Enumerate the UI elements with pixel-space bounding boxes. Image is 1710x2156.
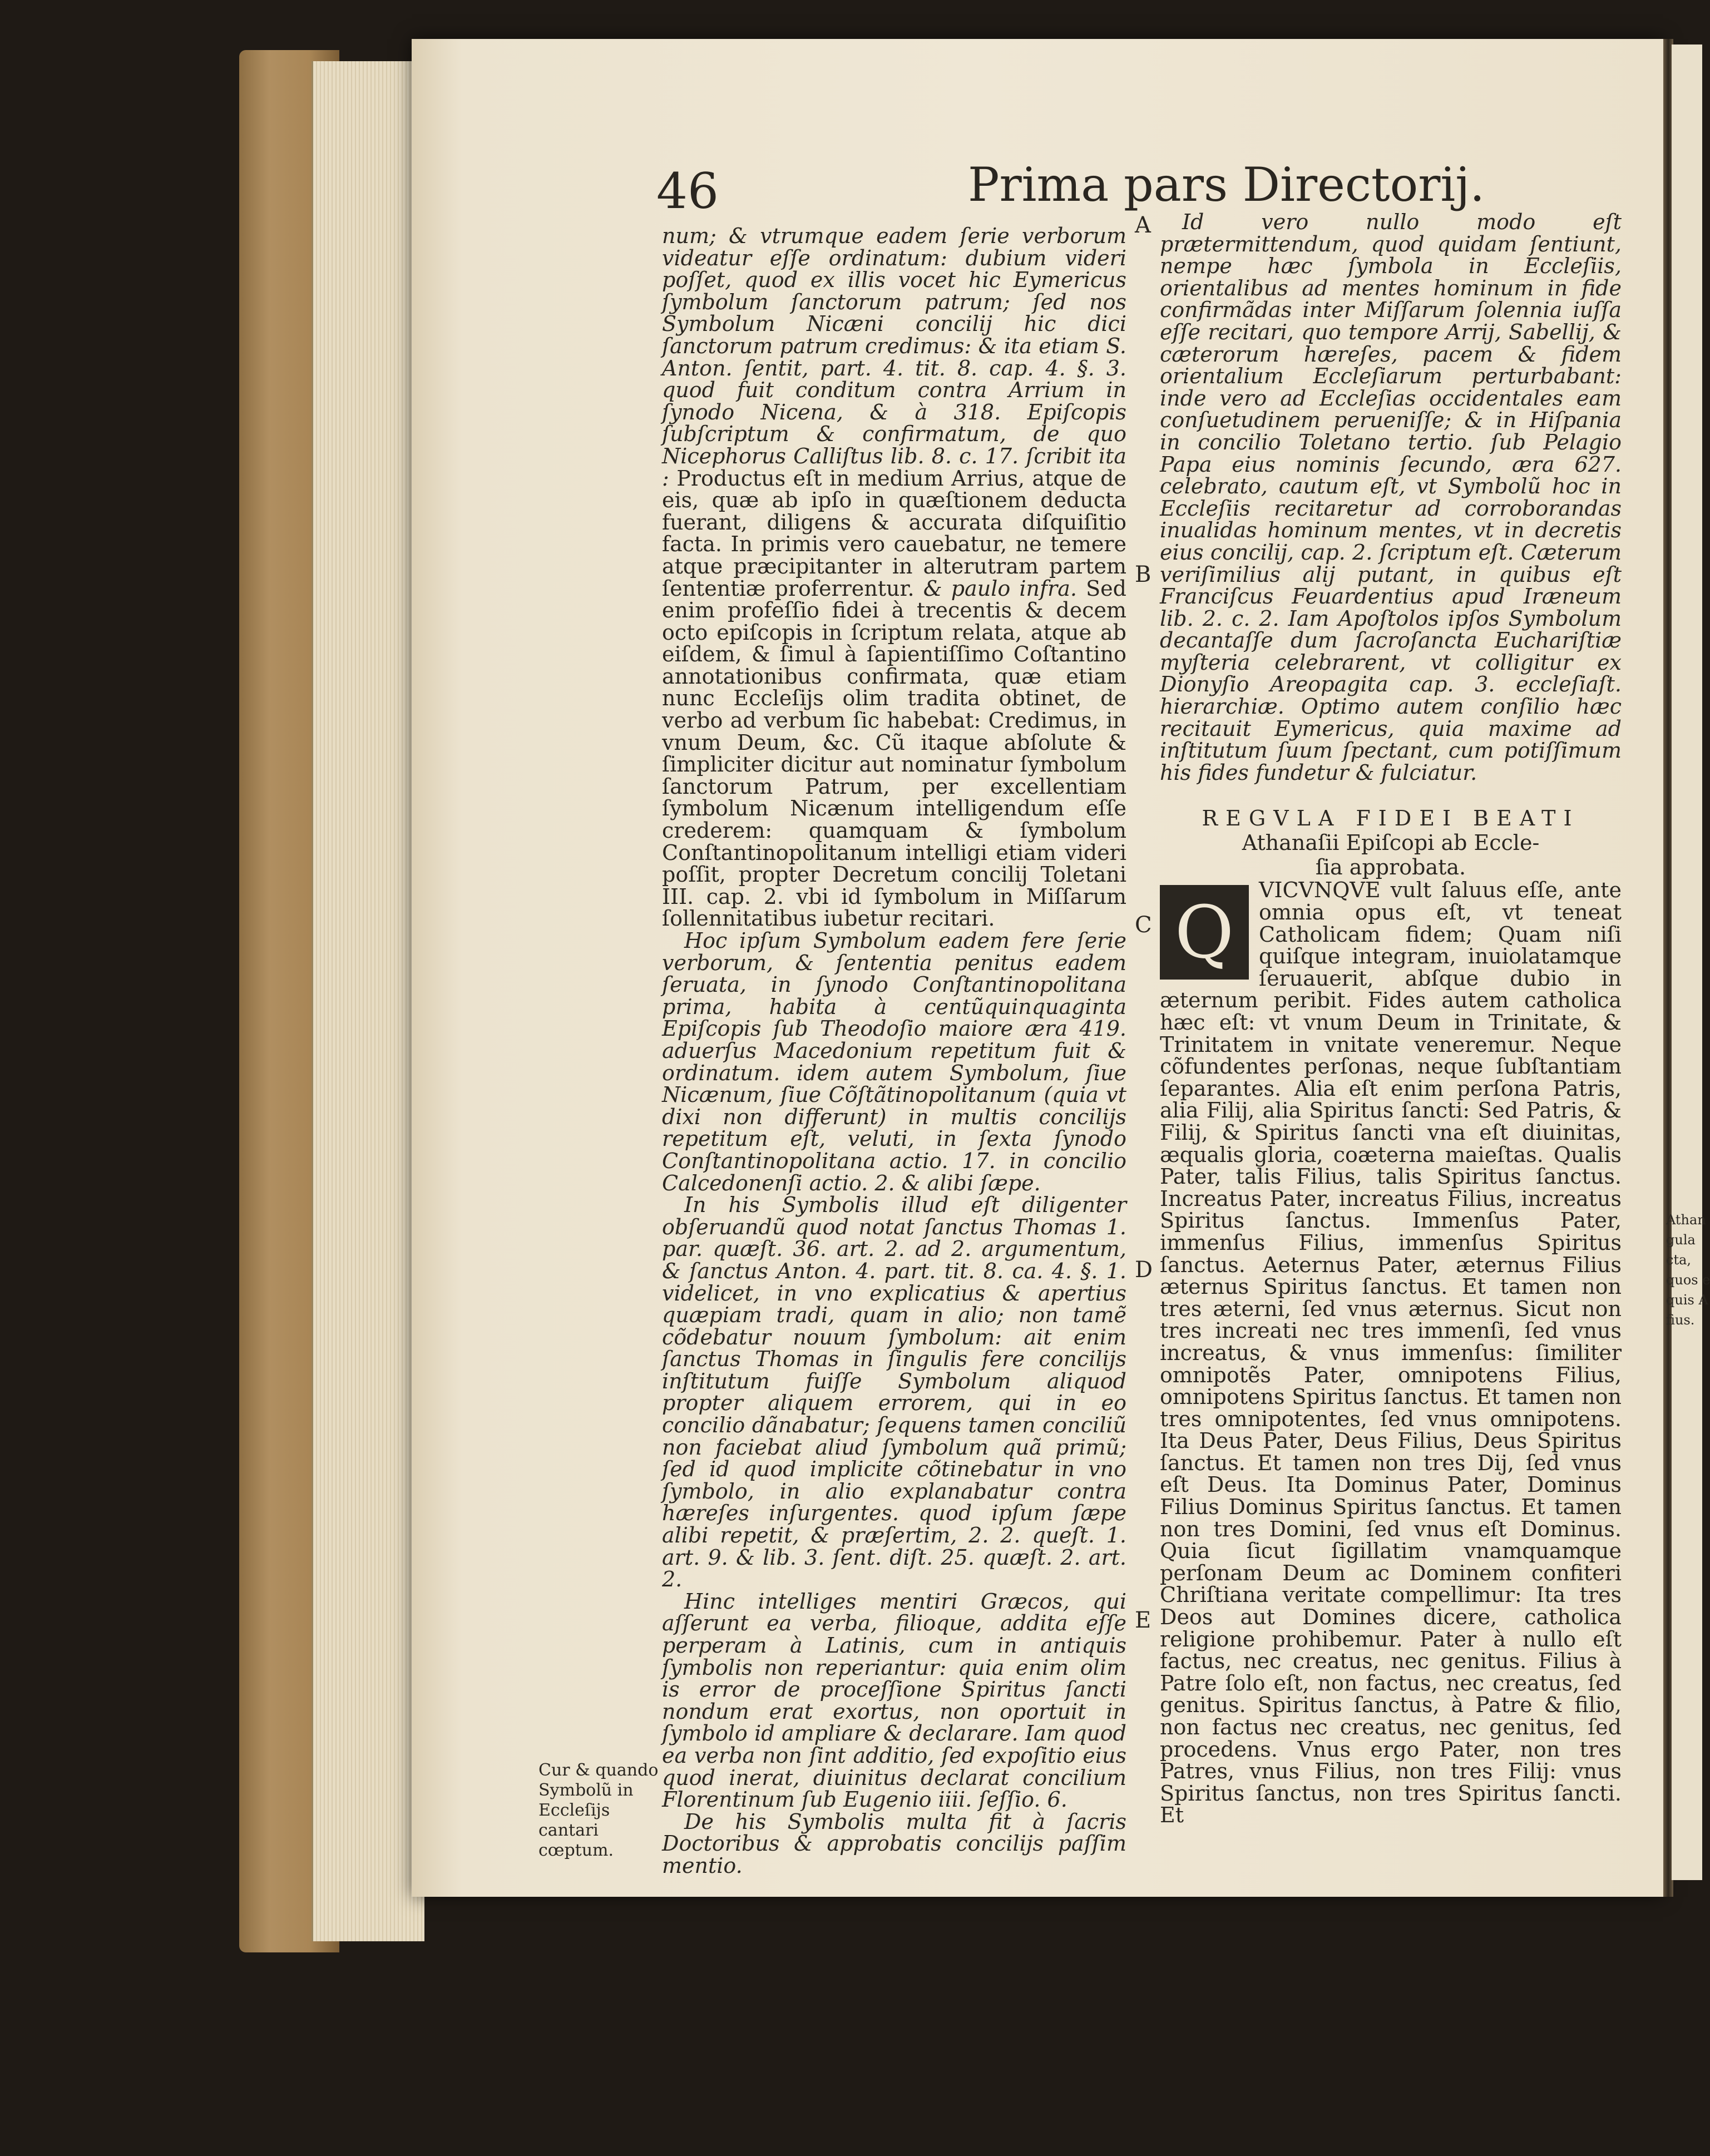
page-stack — [312, 61, 424, 1941]
left-paragraph-2: Hoc ipſum Symbolum eadem fere ſerie verborum, & ſententia penitus eadem ſeruata, in ſynodo Conſtantinopolitana prima, habita à centũquinquaginta Epiſcopis ſub Theodoſio maiore æra 419. aduerſus Macedonium repetitum fuit & ordinatum. idem autem Symbolum, ſiue Nicænum, ſiue Cõſtãtinopolitanum (quia vt dixi non differunt) in multis concilijs repetitum eſt, veluti, in ſexta ſynodo Conſtantinopolitana actio. 17. in concilio Calcedonenſi actio. 2. & alibi ſæpe. — [662, 928, 1126, 1195]
margin-letter-e: E — [1135, 1608, 1151, 1633]
heading-line-3: ſia approbata. — [1315, 855, 1466, 880]
left-column — [662, 225, 1126, 1877]
page-number: 46 — [656, 162, 719, 220]
creed-body: vult ſaluus eſſe, ante omnia opus eſt, vt teneat Catholicam fidem; Quam niſi quiſque integram, inuiolatamque ſeruauerit, abſque dubio in æternum peribit. Fides autem catholica hæc eſt: vt vnum Deum in Trinitate, & Trinitatem in vnitate veneremur. Neque cõfundentes perſonas, neque ſubſtantiam ſeparantes. Alia eſt enim perſona Patris, alia Filij, alia Spiritus ſancti: Sed Patris, & Filij, & Spiritus ſancti vna eſt diuinitas, æqualis gloria, coæterna maieſtas. Qualis Pater, talis Filius, talis Spiritus ſanctus. Increatus Pater, increatus Filius, increatus Spiritus ſanctus. Immenſus Pater, immenſus Filius, immenſus Spiritus ſanctus. Aeternus Pater, æternus Filius æternus Spiritus ſanctus. Et tamen non tres æterni, ſed vnus æternus. Sicut non tres increati nec tres immenſi, ſed vnus increatus, & vnus immenſus: ſimiliter omnipotẽs Pater, omnipotens Filius, omnipotens Spiritus ſanctus. Et tamen non tres omnipotentes, ſed vnus omnipotens. Ita Deus Pater, Deus Filius, Deus Spiritus ſanctus. Et tamen non tres Dij, ſed vnus eſt Deus. Ita Dominus Pater, Dominus Filius Dominus Spiritus ſanctus. Et tamen non tres Domini, ſed vnus eſt Dominus. Quia ſicut ſigillatim vnamquamque perſonam Deum ac Dominem confiteri Chriſtiana veritate compellimur: Ita tres Deos aut Domines dicere, catholica religione prohibemur. Pater à nullo eſt factus, nec creatus, nec genitus. Filius à Patre ſolo eſt, non factus, nec creatus, ſed genitus. Spiritus ſanctus, à Patre & filio, non factus nec creatus, nec genitus, ſed procedens. Vnus ergo Pater, non tres Patres, vnus Filius, non tres Filij: vnus Spiritus ſanctus, non tres Spiritus ſancti. Et — [1160, 878, 1622, 1828]
left-paragraph-5: De his Symbolis multa fit à ſacris Doctoribus & approbatis concilijs paſſim mentio. — [662, 1809, 1126, 1878]
heading-line-1: REGVLA FIDEI BEATI — [1202, 806, 1580, 831]
left-paragraph-3: In his Symbolis illud eſt diligenter obſeruandũ quod notat ſanctus Thomas 1. par. quæſt. 36. art. 2. ad 2. argumentum, & ſanctus Anton. 4. part. tit. 8. ca. 4. §. 1. videlicet, in vno explicatius & apertius quæpiam tradi, quam in alio; non tamẽ cõdebatur nouum ſymbolum: ait enim ſanctus Thomas in ſingulis fere concilijs inſtitutum fuiſſe Symbolum aliquod propter aliquem errorem, qui in eo concilio dãnabatur; ſequens tamen conciliũ non faciebat aliud ſymbolum quã primũ; ſed id quod implicite cõtinebatur in vno ſymbolo, in alio explanabatur contra hæreſes inſurgentes. quod ipſum ſæpe alibi repetit, & præſertim, 2. 2. queſt. 1. art. 9. & lib. 3. ſent. diſt. 25. quæſt. 2. art. 2. — [662, 1193, 1126, 1592]
margin-note: Cur & quando Symbolũ in Eccleſijs cantari cœptum. — [538, 1761, 659, 1860]
left-paragraph-4: Hinc intelliges mentiri Græcos, qui aſſerunt ea verba, filioque, addita eſſe perperam à Latinis, cum in antiquis ſymbolis non reperiantur: quia enim olim is error de proceſſione Spiritus ſancti nondum erat exortus, non oportuit in ſymbolo id ampliare & declarare. Iam quod ea verba non ſint additio, ſed expoſitio eius quod inerat, diuinitus declarat concilium Florentinum ſub Eugenio iiii. ſeſſio. 6. — [662, 1589, 1126, 1812]
margin-letter-d: D — [1135, 1257, 1153, 1283]
decorated-initial: Q — [1160, 885, 1249, 980]
right-paragraph-1: Id vero nullo modo eſt prætermittendum, quod quidam ſentiunt, nempe hæc ſymbola in Eccleſiis, orientalibus ad mentes hominum in fide confirmãdas inter Miſſarum ſolennia iuſſa eſſe recitari, quo tempore Arrij, Sabellij, & cæterorum hæreſes, pacem & fidem orientalium Eccleſiarum perturbabant: inde vero ad Eccleſias occidentales eam conſuetudinem perueniſſe; & in Hiſpania in concilio Toletano tertio. ſub Pelagio Papa eius nominis ſecundo, æra 627. celebrato, cautum eſt, vt Symbolũ hoc in Eccleſiis recitaretur ad corroborandas inualidas hominum mentes, vt in decretis eius concilij, cap. 2. ſcriptum eſt. Cæterum veriſimilius alij putant, in quibus eſt Franciſcus Feuardentius apud Iræneum lib. 2. c. 2. Iam Apoſtolos ipſos Symbolum decantaſſe dum ſacroſancta Euchariſtiæ myſteria celebrarent, vt colligitur ex Dionyſio Areopagita cap. 3. eccleſiaſt. hierarchiæ. Optimo autem conſilio hæc recitauit Eymericus, quia maxime ad inſtitutum ſuum ſpectant, cum potiſſimum his fides fundetur & fulciatur. — [1160, 210, 1622, 785]
margin-letter-c: C — [1135, 912, 1152, 938]
left-paragraph-1: num; & vtrumque eadem ſerie verborum videatur eſſe ordinatum: dubium videri poſſet, quod ex illis vocet hic Eymericus ſymbolum ſanctorum patrum; ſed nos Symbolum Nicæni concilij hic dici ſanctorum patrum credimus: & ita etiam S. Anton. ſentit, part. 4. tit. 8. cap. 4. §. 3. quod fuit conditum contra Arrium in ſynodo Nicena, & à 318. Epiſcopis ſubſcriptum & confirmatum, de quo Nicephorus Calliſtus lib. 8. c. 17. ſcribit ita : Productus eſt in medium Arrius, atque de eis, quæ ab ipſo in quæſtionem deducta fuerant, diligens & accurata diſquiſitio facta. In primis vero cauebatur, ne temere atque præcipitanter in alterutram partem ſententiæ proferrentur. & paulo infra. Sed enim profeſſio fidei à trecentis & decem octo epiſcopis in ſcriptum relata, atque ab eiſdem, & ſimul à ſapientiſſimo Coſtantino annotationibus confirmata, quæ etiam nunc Eccleſijs olim tradita obtinet, de verbo ad verbum ſic habebat: Credimus, in vnum Deum, &c. Cũ itaque abſolute & ſimpliciter dicitur aut nominatur ſymbolum ſanctorum Patrum, per excellentiam ſymbolum Nicænum intelligendum eſſe crederem: quamquam & ſymbolum Conſtantinopolitanum intelligi etiam videri poſſit, propter Decretum concilij Toletani III. cap. 2. vbi id ſymbolum in Miſſarum ſollennitatibus iubetur recitari. — [662, 224, 1126, 931]
section-heading — [1160, 806, 1622, 879]
facing-page-edge — [1672, 44, 1702, 1880]
creed-text — [1160, 879, 1622, 1827]
margin-letter-a: A — [1135, 212, 1151, 238]
creed-lead: VICVNQVE — [1259, 878, 1381, 903]
right-column — [1160, 211, 1622, 1827]
margin-letter-b: B — [1135, 562, 1151, 587]
running-title: Prima pars Directorij. — [968, 157, 1485, 212]
facing-page-fragments: Athan gula cta, quos e quis A fius. — [1666, 1212, 1710, 1328]
heading-line-2: Athanaſii Epiſcopi ab Eccle- — [1242, 830, 1540, 856]
